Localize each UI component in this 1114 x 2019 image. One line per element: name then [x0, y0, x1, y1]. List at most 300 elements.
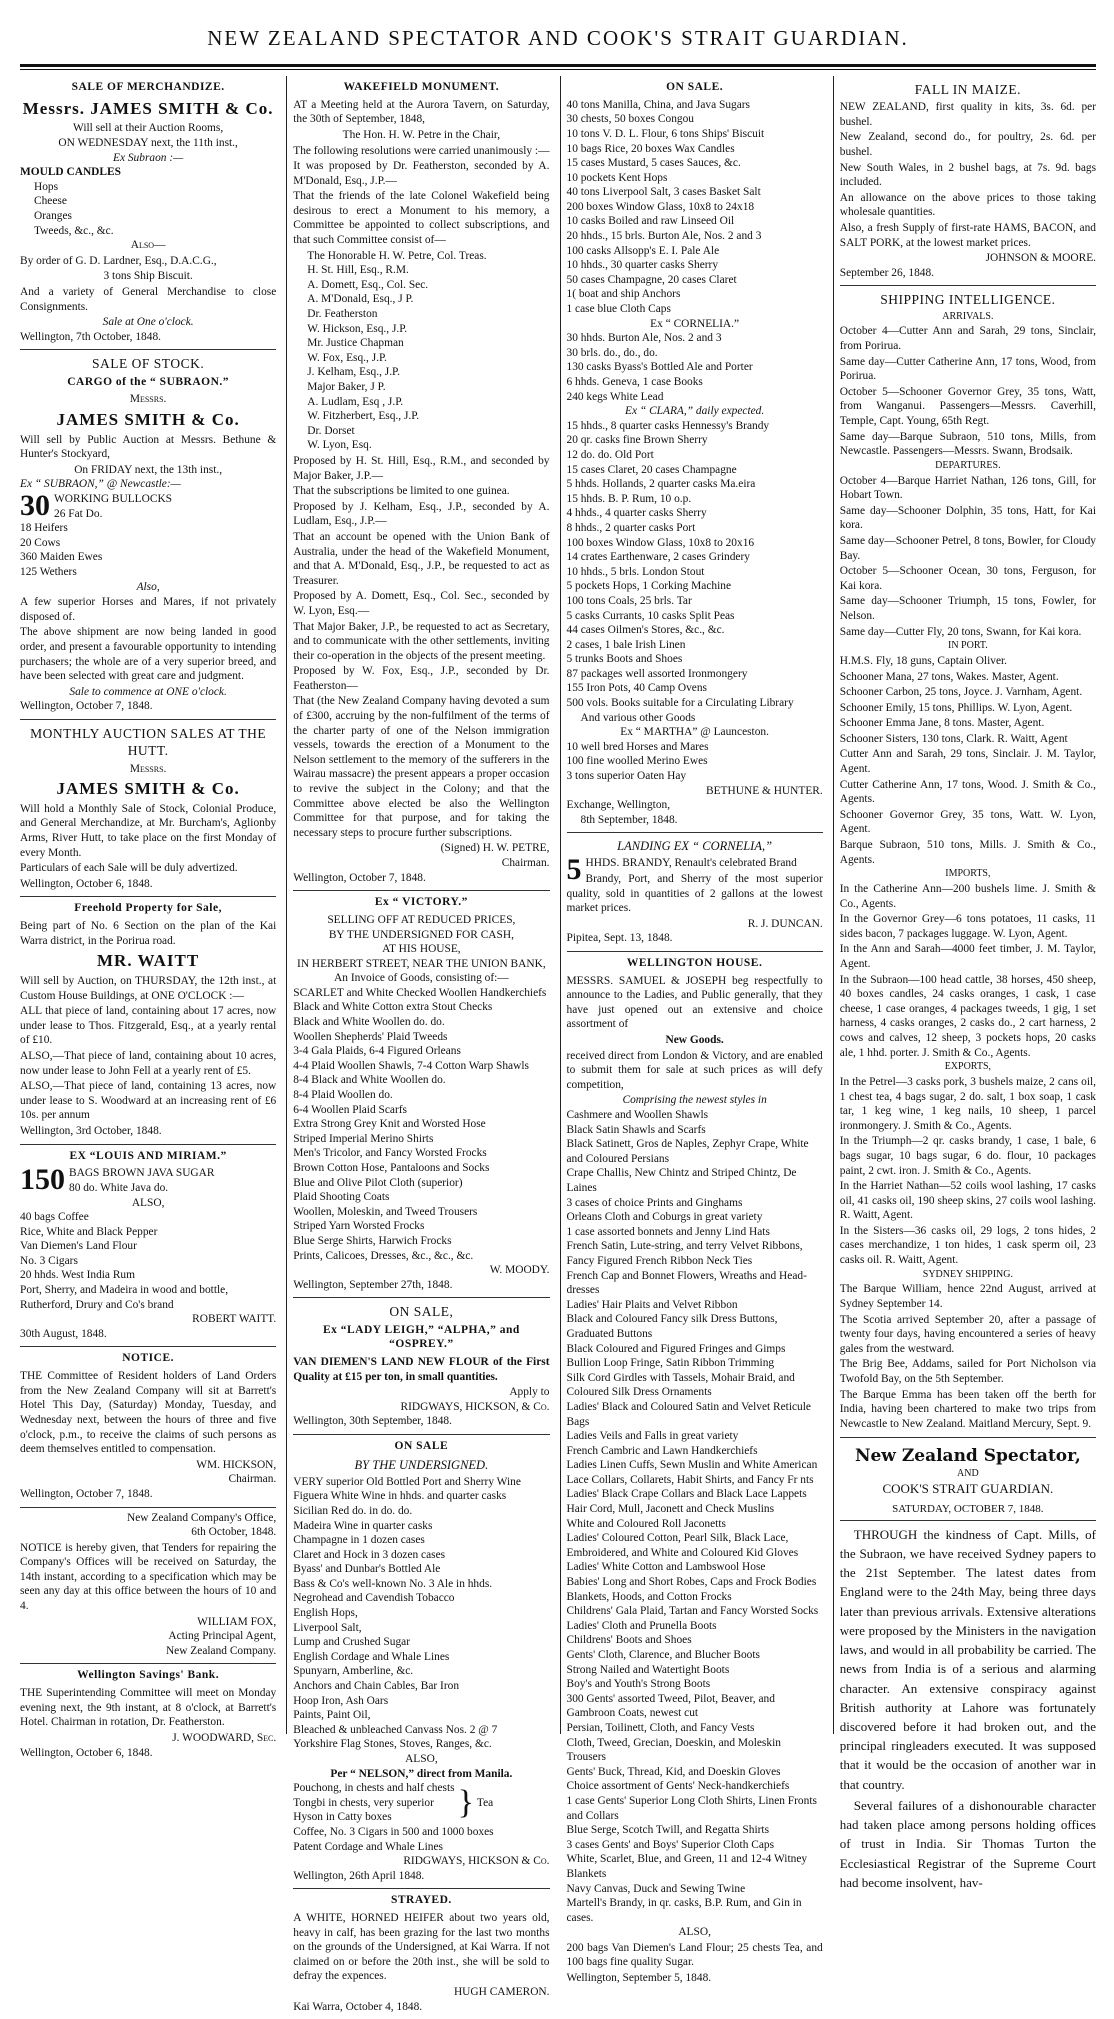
ad-name: J. Kelham, Esq., J.P.: [307, 366, 400, 379]
ad-text: Being part of No. 6 Section on the plan of the Kai Warra district, in the Porirua road.: [20, 920, 277, 947]
ad-signed: Chairman.: [501, 857, 550, 869]
ad-item: 500 vols. Books suitable for a Circulating Library: [566, 697, 794, 710]
ad-item: Sicilian Red do. in do. do.: [293, 1504, 413, 1517]
editorial-title: New Zealand Spectator,: [854, 1446, 1081, 1467]
ad-item: 10 well bred Horses and Mares: [566, 740, 709, 753]
ad-seller: JAMES SMITH & Co.: [56, 779, 240, 799]
ad-seller: MR. WAITT: [97, 951, 200, 971]
ad-text: Particulars of each Sale will be duly advertized.: [20, 862, 238, 875]
inport-heading: IN PORT.: [947, 640, 988, 652]
ad-line: Will sell at their Auction Rooms,: [73, 122, 224, 135]
ad-signer: BETHUNE & HUNTER.: [706, 784, 823, 797]
ad-item: Brown Cotton Hose, Pantaloons and Socks: [293, 1162, 490, 1174]
ad-item: 5 pockets Hops, 1 Corking Machine: [566, 580, 732, 593]
ad-signer: WILLIAM FOX,: [197, 1615, 277, 1628]
ad-signer: J. WOODWARD, Sec.: [172, 1731, 277, 1744]
ad-subheading: CARGO of the “ SUBRAON.”: [67, 375, 230, 388]
ad-text: received direct from London & Victory, and are enabled to submit them for sale at such prices as will defy competition,: [566, 1049, 823, 1091]
ad-text: On FRIDAY next, the 13th inst.,: [74, 463, 223, 476]
ad-item: Boy's and Youth's Strong Boots: [566, 1678, 711, 1691]
ad-item: Navy Canvas, Duck and Sewing Twine: [566, 1882, 746, 1895]
ad-date: Wellington, 30th September, 1848.: [293, 1415, 452, 1428]
ad-item: Bullion Loop Fringe, Satin Ribbon Trimming: [566, 1357, 775, 1370]
ad-name: A. Domett, Esq., Col. Sec.: [307, 278, 429, 291]
ad-item: 10 hhds., 30 quarter casks Sherry: [566, 259, 719, 272]
ad-signer: New Zealand Company.: [165, 1644, 277, 1657]
ad-freehold-property: [20, 897, 276, 1144]
editorial-subtitle: COOK'S STRAIT GUARDIAN.: [882, 1480, 1054, 1496]
ad-text: VAN DIEMEN'S LAND NEW FLOUR of the First Quality at £15 per ton, in small quantities.: [293, 1356, 550, 1383]
ad-also: ALSO,: [678, 1926, 711, 1939]
ad-fall-in-maize: [840, 76, 1096, 286]
ad-item: Black Satinett, Gros de Naples, Zephyr Crape, White and Coloured Persians: [566, 1138, 809, 1165]
ad-item: Negrohead and Cavendish Tobacco: [293, 1592, 455, 1605]
shipping-entry: In the Catherine Ann—200 bushels lime. J. Smith & Co., Agents.: [839, 883, 1096, 910]
ad-item: 300 Gents' assorted Tweed, Pilot, Beaver, and Gambroon Coats, newest cut: [566, 1692, 775, 1720]
ad-heading: SALE OF MERCHANDIZE.: [71, 81, 225, 93]
shipping-entry: Same day—Schooner Dolphin, 35 tons, Hatt, for Kai kora.: [839, 504, 1096, 532]
column-2: [286, 76, 550, 2013]
ad-item: Ladies' Black and Coloured Satin and Velvet Reticule Bags: [566, 1400, 811, 1428]
ad-text: THE Committee of Resident holders of Land Orders from the New Zealand Company will sit at Barrett's Hotel This Day, (Saturday) Monday, Tuesday, and Wednesday next, between the hours of three and five o'clock, p.m., to receive the claims of such persons as deem themselves entitled to compensation.: [20, 1370, 277, 1456]
ad-item: Orleans Cloth and Coburgs in great variety: [566, 1211, 763, 1224]
columns: [20, 76, 1096, 2013]
shipping-entry: The Brig Bee, Addams, sailed for Port Nicholson via Twofold Bay, on the 5th September.: [839, 1358, 1096, 1386]
ad-item: 3 cases Gents' and Boys' Superior Cloth Caps: [566, 1838, 775, 1851]
ad-item: 44 cases Oilmen's Stores, &c., &c.: [566, 624, 725, 637]
ad-office: New Zealand Company's Office,: [127, 1511, 277, 1524]
ad-company-tenders: [20, 1508, 276, 1665]
ad-item: 240 kegs White Lead: [566, 390, 664, 403]
ad-name: Dr. Featherston: [307, 308, 378, 321]
ad-signer: Chairman.: [228, 1473, 277, 1486]
ad-item: Madeira Wine in quarter casks: [293, 1519, 433, 1532]
ad-item: 10 hhds., 5 brls. London Stout: [566, 565, 705, 578]
ad-item: 20 qr. casks fine Brown Sherry: [566, 434, 708, 447]
ad-signer: RIDGWAYS, HICKSON, & Co.: [400, 1400, 550, 1413]
ad-item: Port, Sherry, and Madeira in wood and bottle, Rutherford, Drury and Co's brand: [20, 1284, 229, 1311]
ad-text: By order of G. D. Lardner, Esq., D.A.C.G.,: [20, 254, 217, 267]
ad-name: A. Ludlam, Esq , J.P.: [307, 395, 404, 408]
ad-item: 6-4 Woollen Plaid Scarfs: [293, 1103, 407, 1116]
ad-signer: W. MOODY.: [489, 1264, 550, 1277]
ad-item: Paints, Paint Oil,: [293, 1709, 371, 1722]
ad-item: Cloth, Tweed, Grecian, Doeskin, and Moleskin Trousers: [566, 1736, 781, 1764]
ad-name: Mr. Justice Chapman: [307, 337, 404, 350]
ad-item: 80 do. White Java do.: [69, 1181, 169, 1194]
ad-date: Wellington, 3rd October, 1848.: [20, 1125, 162, 1138]
ad-place: Exchange, Wellington,: [566, 799, 671, 812]
ad-name: W. Fitzherbert, Esq., J.P.: [307, 410, 420, 423]
ad-item: Claret and Hock in 3 dozen cases: [293, 1548, 446, 1561]
ad-heading: Ex “ VICTORY.”: [374, 896, 468, 909]
ad-item: 8-4 Black and White Woollen do.: [293, 1074, 446, 1087]
ad-ex: Ex “ MARTHA” @ Launceston.: [620, 726, 769, 739]
ad-heading: WELLINGTON HOUSE.: [626, 956, 763, 969]
ad-ex: Ex “ CORNELIA.”: [650, 317, 740, 330]
ad-item: Black Satin Shawls and Scarfs: [566, 1123, 706, 1136]
ad-item: Babies' Long and Short Robes, Caps and Frock Bodies: [566, 1576, 817, 1589]
ad-signer: ROBERT WAITT.: [192, 1313, 277, 1326]
ad-signer: WM. HICKSON,: [196, 1458, 277, 1471]
ad-text: Brandy, Port, and Sherry of the most superior quality, sold in quantities of 2 gallons at the lowest market prices.: [566, 873, 823, 915]
shipping-intelligence: [840, 286, 1096, 1438]
ad-item: Striped Imperial Merino Shirts: [293, 1132, 434, 1145]
ad-item: Men's Tricolor, and Fancy Worsted Frocks: [293, 1147, 487, 1160]
shipping-entry: Schooner Emma Jane, 8 tons. Master, Agent.: [839, 717, 1045, 730]
ad-item: 3 tons superior Oaten Hay: [566, 770, 687, 783]
ad-item: 4-4 Plaid Woollen Shawls, 7-4 Cotton Warp Shawls: [293, 1059, 529, 1072]
shipping-entry: Schooner Governor Grey, 35 tons, Watt. W. Lyon, Agent.: [839, 808, 1096, 836]
editorial-date: SATURDAY, OCTOBER 7, 1848.: [840, 1502, 1096, 1521]
ad-louis-and-miriam: [20, 1145, 276, 1348]
departures-heading: DEPARTURES.: [935, 459, 1001, 471]
ad-item: Ladies' Black Crape Collars and Black Lace Lappets: [566, 1488, 807, 1501]
ad-text: MESSRS. SAMUEL & JOSEPH beg respectfully to announce to the Ladies, and Public generally, that they have just opened out an extensive and choice assortment of: [566, 974, 823, 1031]
ad-item: French Satin, Lute-string, and terry Velvet Ribbons,: [566, 1240, 803, 1253]
ad-text: That the friends of the late Colonel Wakefield being desirous to erect a Monument to his memory, a Committee be appointed to collect subscriptions, and that such Committee consist of—: [293, 190, 550, 247]
ad-item: 40 bags Coffee: [20, 1211, 89, 1224]
ad-name: A. M'Donald, Esq., J P.: [307, 293, 414, 306]
ad-item: Figuera White Wine in hhds. and quarter casks: [293, 1490, 507, 1503]
ad-item: Byass' and Dunbar's Bottled Ale: [293, 1563, 441, 1576]
ad-date: Wellington, October 6, 1848.: [20, 877, 153, 890]
ad-monthly-auction: [20, 720, 276, 897]
ad-item: 14 crates Earthenware, 2 cases Grindery: [566, 551, 750, 564]
ad-name: H. St. Hill, Esq., R.M.: [307, 264, 409, 277]
ad-item: 100 tons Coals, 25 brls. Tar: [566, 594, 692, 607]
ad-heading: WAKEFIELD MONUMENT.: [343, 81, 500, 93]
ad-item: 1( boat and ship Anchors: [566, 288, 681, 301]
shipping-entry: Schooner Sisters, 130 tons, Clark. R. Waitt, Agent: [839, 732, 1068, 745]
shipping-entry: Barque Subraon, 510 tons, Mills. J. Smith & Co., Agents.: [839, 839, 1096, 866]
ad-text: A few superior Horses and Mares, if not privately disposed of.: [20, 596, 277, 623]
ad-subheading: BY THE UNDERSIGNED.: [354, 1457, 489, 1472]
ad-date: 8th September, 1848.: [580, 813, 678, 826]
ad-chair: The Hon. H. W. Petre in the Chair,: [342, 128, 501, 141]
ad-item: VERY superior Old Bottled Port and Sherry Wine: [293, 1475, 521, 1488]
ad-text: That Major Baker, J.P., be requested to act as Secretary, and to communicate with the other settlements, inviting their co-operation in the objects of the present meeting.: [293, 620, 550, 662]
ad-item: 1 case assorted bonnets and Jenny Lind Hats: [566, 1225, 770, 1238]
ad-time: Sale at One o'clock.: [102, 316, 194, 329]
ad-date: Wellington, 26th April 1848.: [293, 1869, 425, 1882]
ad-item: Ladies Veils and Falls in great variety: [566, 1430, 739, 1443]
shipping-entry: In the Harriet Nathan—52 coils wool lashing, 17 casks oil, 41 casks oil, 190 sheep skins, 27 coils wool lashing. R. Waitt, Agent.: [839, 1180, 1096, 1222]
ad-item: 20 Cows: [20, 536, 61, 549]
shipping-entry: October 5—Schooner Governor Grey, 35 tons, Watt, from Wanganui. Passengers—Messrs. Caverhill, Temple, Capt. Young, 65th Regt.: [839, 385, 1096, 428]
ad-text: An allowance on the above prices to those taking wholesale quantities.: [839, 191, 1096, 219]
ad-messrs: Messrs.: [129, 762, 167, 775]
ad-item: Van Diemen's Land Flour: [20, 1240, 137, 1253]
shipping-entry: October 4—Cutter Ann and Sarah, 29 tons, Sinclair, from Porirua.: [839, 325, 1096, 353]
ad-item: Ladies' White Cotton and Lambswool Hose: [566, 1561, 766, 1574]
arrivals-heading: ARRIVALS.: [942, 310, 994, 322]
ad-item: Lump and Crushed Sugar: [293, 1636, 410, 1649]
ad-text: And a variety of General Merchandise to close Consignments.: [20, 286, 277, 313]
ad-date: Wellington, October 7, 1848.: [293, 871, 426, 884]
editorial-paragraph: THROUGH the kindness of Capt. Mills, of the Subraon, we have received Sydney papers to the 21st September. The latest dates from England were to the 24th May, being three days later than previous arrivals. Extensive alterations were proposed by the Ministers in the navigation laws, and would in all probability be carried. The news from India is of a serious and alarming character. An extensive conspiracy against British authority at Lahore was fortunately discovered before it had broken out, and the principal ringleaders executed. It was supposed that it would be the occasion of another war in that country.: [839, 1526, 1096, 1792]
ad-item: 10 tons V. D. L. Flour, 6 tons Ships' Biscuit: [566, 127, 765, 140]
ad-item: Spunyarn, Amberline, &c.: [293, 1665, 414, 1678]
ad-subheading: IN HERBERT STREET, NEAR THE UNION BANK,: [297, 957, 546, 970]
column-4: [833, 76, 1096, 1890]
ad-item: Prints, Calicoes, Dresses, &c., &c., &c.: [293, 1249, 474, 1262]
ad-date: Wellington, October 7, 1848.: [20, 700, 153, 713]
ad-text: 200 bags Van Diemen's Land Flour; 25 chests Tea, and 100 bags fine quality Sugar.: [566, 1941, 823, 1969]
ad-item: 50 cases Champagne, 20 cases Claret: [566, 273, 737, 286]
ad-subheading: New Goods.: [665, 1034, 724, 1047]
ad-heading: STRAYED.: [390, 1894, 452, 1907]
ad-text: Proposed by W. Fox, Esq., J.P., seconded by Dr. Featherston—: [293, 665, 550, 692]
masthead: [20, 18, 1096, 70]
ad-item: Cashmere and Woollen Shawls: [566, 1109, 709, 1122]
ad-subheading: Ex “LADY LEIGH,” “ALPHA,” and “OSPREY.”: [322, 1323, 520, 1351]
shipping-entry: Same day—Cutter Catherine Ann, 17 tons, Wood, from Porirua.: [839, 355, 1096, 383]
ad-item: 30 brls. do., do., do.: [566, 346, 658, 359]
ad-seller: Messrs. JAMES SMITH & Co.: [22, 98, 274, 118]
ad-text: AT a Meeting held at the Aurora Tavern, on Saturday, the 30th of September, 1848,: [293, 98, 550, 126]
ad-item: 15 hhds., 8 quarter casks Hennessy's Brandy: [566, 419, 770, 432]
ad-item: Strong Nailed and Watertight Boots: [566, 1663, 730, 1676]
ad-heading: EX “LOUIS AND MIRIAM.”: [69, 1149, 227, 1162]
ad-heading: FALL IN MAIZE.: [914, 82, 1022, 97]
ad-item: Patent Cordage and Whale Lines: [293, 1840, 443, 1853]
ad-text: 3 tons Ship Biscuit.: [103, 270, 193, 283]
ad-item: Champagne in 1 dozen cases: [293, 1534, 425, 1547]
ad-item: Silk Cord Girdles with Tassels, Mohair Braid, and Coloured Silk Dress Ornaments: [566, 1371, 795, 1399]
ad-item: French Cap and Bonnet Flowers, Wreaths and Head-dresses: [566, 1269, 807, 1297]
ad-item: Ladies' Cloth and Prunella Boots: [566, 1619, 717, 1632]
ad-item: Bass & Co's well-known No. 3 Ale in hhds.: [293, 1577, 493, 1590]
ad-item: Tongbi in chests, very superior: [293, 1796, 434, 1809]
ad-signer: Acting Principal Agent,: [168, 1630, 277, 1643]
ad-item: Childrens' Boots and Shoes: [566, 1634, 692, 1647]
ad-item: Persian, Toilinett, Cloth, and Fancy Vests: [566, 1721, 755, 1734]
shipping-entry: In the Subraon—100 head cattle, 38 horses, 450 sheep, 40 boxes candles, 24 casks oranges, 1 cask, 1 case cheese, 1 case oranges, 4 packages tweeds, 1 gig, 1 set harness, 4 casks oranges, 2 casks do., 2 cart harness, 2 cows and calves, 12 sheep, 3 pockets hops, 20 casks ale, 1 hhd. porter. J. Smith & Co., Agents.: [839, 973, 1096, 1059]
ad-text: That an account be opened with the Union Bank of Australia, under the head of the Wakefield Monument, and that A. M'Donald, Esq., J.P., be requested to act as Treasurer.: [293, 530, 550, 587]
ad-item: Black and Coloured Fancy silk Dress Buttons, Graduated Buttons: [566, 1313, 778, 1340]
shipping-entry: Same day—Cutter Fly, 20 tons, Swann, for Kai kora.: [839, 625, 1082, 638]
ad-item: 40 tons Liverpool Salt, 3 cases Basket Salt: [566, 186, 761, 199]
ad-subheading: Per “ NELSON,” direct from Manila.: [330, 1767, 513, 1780]
ad-item: Plaid Shooting Coats: [293, 1191, 390, 1204]
ad-victory: [293, 891, 549, 1298]
ad-item: 20 hhds. West India Rum: [20, 1269, 135, 1282]
shipping-entry: In the Ann and Sarah—4000 feet timber, J. M. Taylor, Agent.: [839, 943, 1096, 970]
ad-item: Choice assortment of Gents' Neck-handkerchiefs: [566, 1780, 790, 1793]
ad-item: 2 cases, 1 bale Irish Linen: [566, 638, 686, 651]
ad-sale-of-merchandize: [20, 76, 276, 350]
ad-date: Wellington, October 7, 1848.: [20, 1487, 153, 1500]
ad-item: Striped Yarn Worsted Frocks: [293, 1220, 425, 1233]
shipping-entry: Same day—Barque Subraon, 510 tons, Mills, from Newcastle. Passengers—Messrs. Swann, Brodsaik.: [839, 430, 1096, 458]
ad-text: The following resolutions were carried unanimously :—: [293, 144, 550, 157]
shipping-entry: In the Petrel—3 casks pork, 3 bushels maize, 2 cans oil, 1 chest tea, 4 bags sugar, 2 do. salt, 1 box soap, 1 cask tar, 1 keg wine, 1 keg nails, 10 sheep, 1 parcel ironmongery. J. Smith & Co., Agents.: [839, 1075, 1096, 1132]
ad-item: Cheese: [34, 195, 67, 208]
shipping-entry: H.M.S. Fly, 18 guns, Captain Oliver.: [839, 654, 1008, 667]
shipping-entry: In the Sisters—36 casks oil, 29 logs, 2 tons hides, 2 cases merchandize, 1 ton hides, 1 cask sperm oil, 23 casks oil. R. Waitt, Agent.: [839, 1224, 1096, 1267]
ad-item: French Cambric and Lawn Handkerchiefs: [566, 1444, 758, 1457]
shipping-entry: The Barque William, hence 22nd August, arrived at Sydney September 14.: [839, 1283, 1096, 1311]
ad-item: English Hops,: [293, 1607, 358, 1620]
ad-wakefield-monument: [293, 76, 549, 891]
ad-signer: JOHNSON & MOORE.: [985, 252, 1096, 265]
ad-text: ALSO,—That piece of land, containing about 10 acres, now under lease to John Fell at a yearly rent of £5.: [20, 1050, 277, 1077]
ad-item: 40 tons Manilla, China, and Java Sugars: [566, 98, 750, 111]
ad-item: Black and White Cotton extra Stout Checks: [293, 1001, 493, 1014]
ad-item: 155 Iron Pots, 40 Camp Ovens: [566, 682, 707, 695]
ad-on-sale-flour: [293, 1298, 549, 1435]
ad-line: ON WEDNESDAY next, the 11th inst.,: [58, 137, 238, 150]
ad-item: Tweeds, &c., &c.: [34, 224, 114, 237]
ad-item: 360 Maiden Ewes: [20, 551, 103, 564]
ad-text: A WHITE, HORNED HEIFER about two years old, heavy in calf, has been grazing for the last two months on the grounds of the Undersigned, at Kai Warra. If not claimed on or before the 20th inst., she will be sold to defray the expences.: [293, 1912, 550, 1983]
sydney-heading: SYDNEY SHIPPING.: [922, 1268, 1013, 1280]
ad-item: 87 packages well assorted Ironmongery: [566, 667, 748, 680]
ad-date: Kai Warra, October 4, 1848.: [293, 2000, 423, 2013]
ad-text: Proposed by J. Kelham, Esq., J.P., seconded by A. Ludlam, Esq., J.P.—: [293, 500, 550, 528]
ad-date: 30th August, 1848.: [20, 1327, 107, 1340]
ad-date: Wellington, October 6, 1848.: [20, 1746, 153, 1759]
ad-item: Ladies' Hair Plaits and Velvet Ribbon: [566, 1298, 738, 1311]
ad-item: Ladies' Coloured Cotton, Pearl Silk, Black Lace, Embroidered, and White and Coloured Kid Gloves: [566, 1532, 799, 1559]
ad-item: Woollen Shepherds' Plaid Tweeds: [293, 1030, 448, 1043]
ad-item: Hair Cord, Mull, Jaconett and Check Muslins: [566, 1503, 775, 1516]
ad-item: Hops: [34, 180, 59, 193]
ad-text: NOTICE is hereby given, that Tenders for repairing the Company's Offices will be received on Saturday, the 14th instant, according to a specification which may be seen any day at this office between the hours of 10 and 4.: [20, 1541, 277, 1613]
ad-item: And various other Goods: [580, 711, 696, 724]
ad-subheading: An Invoice of Goods, consisting of:—: [334, 972, 509, 985]
ad-name: Major Baker, J P.: [307, 381, 386, 393]
ad-item: Hoop Iron, Ash Oars: [293, 1694, 389, 1707]
ad-name: Dr. Dorset: [307, 424, 355, 437]
ad-subheading: BY THE UNDERSIGNED FOR CASH,: [328, 928, 514, 941]
ad-date: Wellington, 7th October, 1848.: [20, 330, 161, 343]
ad-on-sale-undersigned: [293, 1435, 549, 1889]
ad-heading: ON SALE,: [389, 1304, 454, 1320]
ad-item: 12 do. do. Old Port: [566, 448, 654, 461]
shipping-entry: October 4—Barque Harriet Nathan, 126 tons, Gill, for Hobart Town.: [839, 474, 1096, 502]
ad-item: 3 cases of choice Prints and Ginghams: [566, 1196, 743, 1209]
shipping-entry: Cutter Catherine Ann, 17 tons, Wood. J. Smith & Co., Agents.: [839, 778, 1096, 806]
ad-subheading: Comprising the newest styles in: [622, 1094, 767, 1107]
editorial: [840, 1446, 1096, 1892]
ad-item: 15 hhds. B. P. Rum, 10 o.p.: [566, 492, 692, 505]
ad-item: Yorkshire Flag Stones, Stoves, Ranges, &c.: [293, 1738, 492, 1751]
ad-item: Anchors and Chain Cables, Bar Iron: [293, 1680, 460, 1693]
ad-signed: (Signed) H. W. PETRE,: [440, 842, 550, 855]
ad-item: Ladies Linen Cuffs, Sewn Muslin and White American Lace Collars, Collarets, Habit Shirts, and Fancy Fr nts: [566, 1459, 818, 1486]
ad-also: ALSO,: [131, 1196, 165, 1209]
ad-item: Liverpool Salt,: [293, 1621, 362, 1634]
ad-item: Coffee, No. 3 Cigars in 500 and 1000 boxes: [293, 1825, 494, 1838]
ad-heading: LANDING EX “ CORNELIA,”: [617, 839, 773, 854]
ad-item: 30 hhds. Burton Ale, Nos. 2 and 3: [566, 332, 722, 345]
shipping-entry: The Scotia arrived September 20, after a passage of twenty four days, having encountered a series of heavy gales from the westward.: [839, 1313, 1096, 1355]
ad-signer: R. J. DUNCAN.: [747, 917, 823, 930]
ad-item: 18 Heifers: [20, 522, 68, 535]
ad-item: Childrens' Gala Plaid, Tartan and Fancy Worsted Socks: [566, 1605, 819, 1618]
ad-text: Will hold a Monthly Sale of Stock, Colonial Produce, and General Merchandize, at Mr. Burcham's, Aglionby Arms, River Hutt, to take place on the first Monday of every Month.: [20, 802, 277, 859]
ad-signer: HUGH CAMERON.: [453, 1986, 550, 1999]
ad-number: 30: [20, 489, 50, 523]
ad-text: Also, a fresh Supply of first-rate HAMS, BACON, and SALT PORK, at the lowest market prices.: [839, 222, 1096, 249]
ad-ex: Ex Subraon :—: [113, 151, 184, 164]
ad-item: 100 fine woolled Merino Ewes: [566, 755, 708, 768]
ad-item: 6 hhds. Geneva, 1 case Books: [566, 376, 703, 388]
ad-item: WORKING BULLOCKS: [54, 493, 173, 506]
ad-date: September 26, 1848.: [839, 266, 935, 279]
editorial-and: AND: [957, 1468, 979, 1480]
ad-item: No. 3 Cigars: [20, 1254, 78, 1267]
ad-item: Fancy Figured French Ribbon Neck Ties: [566, 1254, 753, 1267]
ad-text: Will sell by Public Auction at Messrs. Bethune & Hunter's Stockyard,: [20, 433, 277, 461]
ad-number: 5: [566, 853, 582, 887]
shipping-entry: Same day—Schooner Triumph, 15 tons, Fowler, for Nelson.: [839, 595, 1096, 622]
ad-item: Gents' Cloth, Clarence, and Blucher Boots: [566, 1649, 760, 1661]
ad-heading: NOTICE.: [122, 1352, 174, 1365]
ad-text: New South Wales, in 2 bushel bags, at 7s. 9d. bags included.: [839, 161, 1096, 189]
ad-item: Blankets, Hoods, and Cotton Frocks: [566, 1590, 732, 1603]
ad-text: Will sell by Auction, on THURSDAY, the 12th inst., at Custom House Buildings, at ONE O'CLOCK :—: [20, 975, 277, 1002]
ad-subheading: AT HIS HOUSE,: [382, 943, 461, 956]
ad-heading: Freehold Property for Sale,: [74, 902, 222, 915]
ad-item: 1 case blue Cloth Caps: [566, 303, 671, 316]
ad-item: 1 case Gents' Superior Long Cloth Shirts, Linen Fronts and Collars: [566, 1794, 817, 1822]
ad-item: 8-4 Plaid Woollen do.: [293, 1089, 393, 1102]
ad-item: 10 pockets Kent Hops: [566, 171, 668, 184]
ad-text: Proposed by A. Domett, Esq., Col. Sec., seconded by W. Lyon, Esq.—: [293, 590, 550, 617]
ad-also: Also,: [136, 580, 160, 593]
ad-office-date: 6th October, 1848.: [191, 1526, 277, 1539]
ad-item: 15 cases Claret, 20 cases Champagne: [566, 463, 737, 476]
ad-on-sale-bethune: [567, 76, 823, 833]
ad-text: ALSO,—That piece of land, containing 13 acres, now under lease to S. Woodward at an increasing rent of £6 10s. per annum: [20, 1080, 277, 1122]
ad-item: 100 casks Allsopp's E. I. Pale Ale: [566, 244, 720, 257]
ad-heading: MONTHLY AUCTION SALES AT THE HUTT.: [30, 725, 267, 759]
ad-item: 3-4 Gala Plaids, 6-4 Figured Orleans: [293, 1045, 461, 1058]
shipping-entry: In the Triumph—2 qr. casks brandy, 1 case, 1 bale, 6 bags sugar, 10 bags sugar, 6 do. flour, 10 packages paint, 2 cwt. iron. J. Smith & Co., Agents.: [839, 1135, 1096, 1177]
ad-text: That the subscriptions be limited to one guinea.: [293, 485, 510, 498]
ad-item: 5 trunks Boots and Shoes: [566, 653, 683, 666]
ad-date: Wellington, September 27th, 1848.: [293, 1278, 453, 1291]
ad-item: 26 Fat Do.: [54, 507, 103, 520]
ad-item: 15 cases Mustard, 5 cases Sauces, &c.: [566, 157, 741, 170]
ad-also: ALSO,: [405, 1753, 438, 1766]
ad-item: Blue and Olive Pilot Cloth (superior): [293, 1176, 463, 1189]
editorial-paragraph: Several failures of a dishonourable character had taken place among persons holding offices of trust in India. Sir Thomas Turton the Ecclesiastical Registrar of the Supreme Court had become insolvent, hav-: [839, 1797, 1096, 1890]
ad-item: 100 boxes Window Glass, 10x8 to 20x16: [566, 536, 755, 549]
masthead-rule: [20, 64, 1096, 70]
ad-item: Extra Strong Grey Knit and Worsted Hose: [293, 1118, 486, 1131]
ad-heading: Wellington Savings' Bank.: [77, 1669, 220, 1682]
ad-date: Wellington, September 5, 1848.: [566, 1972, 712, 1985]
ad-item: Woollen, Moleskin, and Tweed Trousers: [293, 1205, 478, 1218]
exports-heading: EXPORTS,: [944, 1061, 992, 1073]
ad-sale-of-stock: [20, 350, 276, 720]
shipping-entry: Schooner Emily, 15 tons, Phillips. W. Lyon, Agent.: [839, 701, 1073, 714]
ad-item: 130 casks Byass's Bottled Ale and Porter: [566, 361, 753, 374]
imports-heading: IMPORTS,: [945, 868, 991, 880]
ad-item: 4 hhds., 4 quarter casks Sherry: [566, 507, 707, 520]
ad-item: Martell's Brandy, in qr. casks, B.P. Rum, and Gin in cases.: [566, 1897, 802, 1924]
ad-item: Oranges: [34, 210, 72, 223]
ad-item: Gents' Buck, Thread, Kid, and Doeskin Gloves: [566, 1765, 781, 1778]
ad-apply: Apply to: [509, 1386, 550, 1399]
ad-ex: Ex “ CLARA,” daily expected.: [625, 405, 765, 418]
shipping-entry: In the Governor Grey—6 tons potatoes, 11 casks, 11 sides bacon, 7 packages luggage. W. Lyon, Agent.: [839, 913, 1096, 940]
shipping-heading: SHIPPING INTELLIGENCE.: [880, 292, 1056, 308]
